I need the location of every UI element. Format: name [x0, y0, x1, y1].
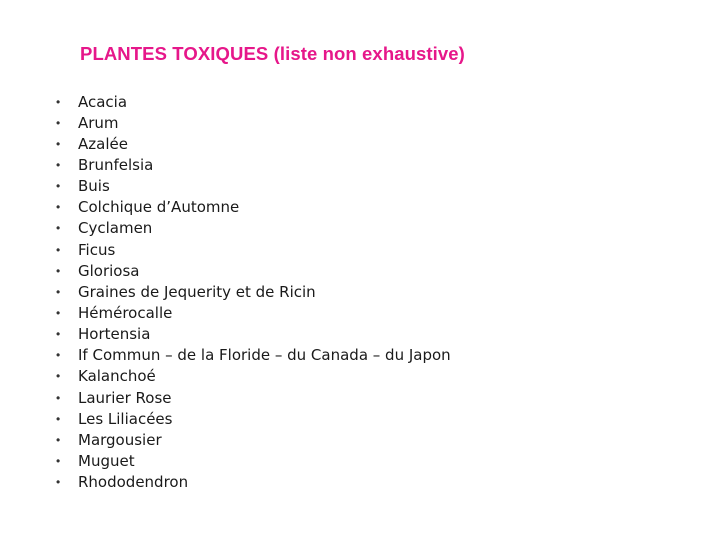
list-item-label: Muguet [78, 451, 135, 470]
list-item [56, 429, 451, 450]
bullet-icon: • [56, 475, 61, 490]
list-item-label: Cyclamen [78, 219, 153, 238]
bullet-icon: • [56, 284, 61, 299]
list-item-label: Kalanchoé [78, 367, 156, 386]
list-item-label: Azalée [78, 134, 128, 153]
list-item-label: Buis [78, 177, 110, 196]
bullet-icon: • [56, 263, 61, 278]
bullet-icon: • [56, 327, 61, 342]
bullet-icon: • [56, 115, 61, 130]
bullet-icon: • [56, 221, 61, 236]
list-item-label: Acacia [78, 92, 128, 111]
list-item [56, 366, 451, 387]
list-item-label: Graines de Jequerity et de Ricin [78, 282, 316, 301]
page-title: PLANTES TOXIQUES (liste non exhaustive) [80, 43, 465, 64]
list-item [56, 472, 451, 493]
list-item-label: Margousier [78, 430, 162, 449]
bullet-icon: • [56, 348, 61, 363]
bullet-icon: • [56, 411, 61, 426]
bullet-icon: • [56, 453, 61, 468]
bullet-icon: • [56, 390, 61, 405]
list-item [56, 112, 451, 133]
plant-list [56, 91, 451, 493]
list-item-label: Laurier Rose [78, 388, 172, 407]
bullet-icon: • [56, 369, 61, 384]
list-item-label: If Commun – de la Floride – du Canada – du Japon [78, 346, 451, 365]
list-item-label: Brunfelsia [78, 155, 154, 174]
list-item [56, 345, 451, 366]
list-item [56, 133, 451, 154]
list-item-label: Les Liliacées [78, 409, 173, 428]
bullet-icon: • [56, 157, 61, 172]
list-item [56, 302, 451, 323]
list-item-label: Ficus [78, 240, 116, 259]
list-item [56, 408, 451, 429]
list-item-label: Colchique d’Automne [78, 198, 240, 217]
list-item [56, 197, 451, 218]
bullet-icon: • [56, 305, 61, 320]
list-item-label: Hortensia [78, 325, 151, 344]
list-item [56, 239, 451, 260]
list-item-label: Gloriosa [78, 261, 140, 280]
list-item-label: Arum [78, 113, 119, 132]
bullet-icon: • [56, 179, 61, 194]
list-item [56, 324, 451, 345]
list-item [56, 281, 451, 302]
bullet-icon: • [56, 432, 61, 447]
bullet-icon: • [56, 136, 61, 151]
list-item [56, 450, 451, 471]
bullet-icon: • [56, 94, 61, 109]
bullet-icon: • [56, 242, 61, 257]
list-item-label: Rhododendron [78, 473, 189, 492]
list-item [56, 260, 451, 281]
bullet-icon: • [56, 200, 61, 215]
list-item [56, 387, 451, 408]
list-item [56, 176, 451, 197]
list-item [56, 218, 451, 239]
list-item [56, 154, 451, 175]
list-item-label: Hémérocalle [78, 303, 173, 322]
list-item [56, 91, 451, 112]
